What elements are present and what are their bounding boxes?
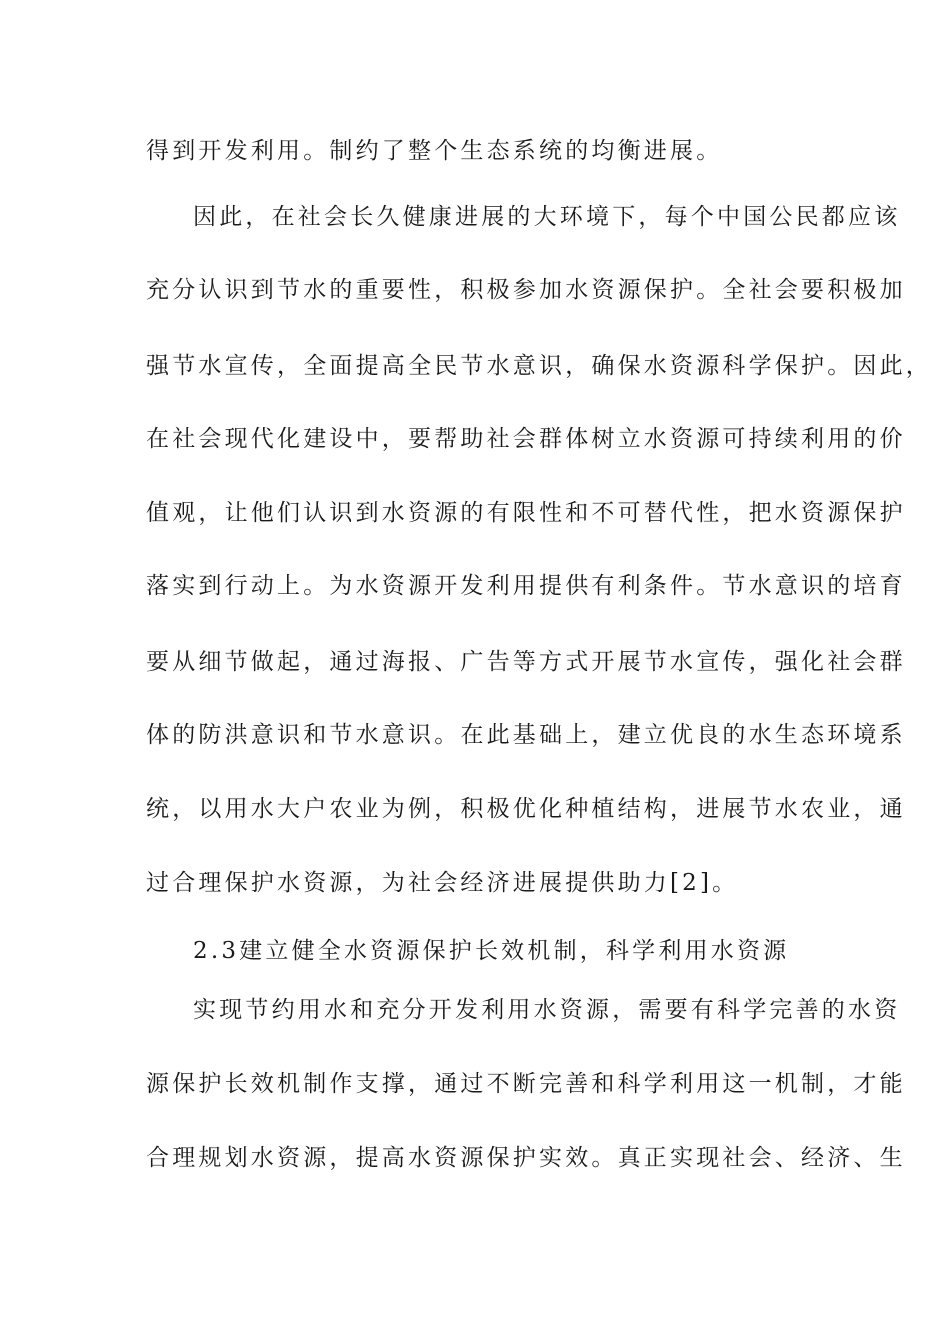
text-line: 充分认识到节水的重要性，积极参加水资源保护。全社会要积极加 [146, 277, 906, 303]
text-line: 值观，让他们认识到水资源的有限性和不可替代性，把水资源保护 [146, 500, 906, 526]
text-line: 要从细节做起，通过海报、广告等方式开展节水宣传，强化社会群 [146, 649, 906, 675]
text-line: 体的防洪意识和节水意识。在此基础上，建立优良的水生态环境系 [146, 722, 906, 748]
text-line: 在社会现代化建设中，要帮助社会群体树立水资源可持续利用的价 [146, 426, 906, 452]
text-line: 统，以用水大户农业为例，积极优化种植结构，进展节水农业，通 [146, 796, 906, 822]
section-heading: 2.3建立健全水资源保护长效机制，科学利用水资源 [193, 938, 790, 964]
text-line: 落实到行动上。为水资源开发利用提供有利条件。节水意识的培育 [146, 573, 906, 599]
text-line: 实现节约用水和充分开发利用水资源，需要有科学完善的水资 [193, 997, 901, 1023]
text-line: 得到开发利用。制约了整个生态系统的均衡进展。 [146, 138, 723, 164]
text-line: 源保护长效机制作支撑，通过不断完善和科学利用这一机制，才能 [146, 1071, 906, 1097]
text-line: 过合理保护水资源，为社会经济进展提供助力[2]。 [146, 870, 739, 896]
text-line: 合理规划水资源，提高水资源保护实效。真正实现社会、经济、生 [146, 1145, 906, 1171]
text-line: 因此，在社会长久健康进展的大环境下，每个中国公民都应该 [193, 204, 901, 230]
text-line: 强节水宣传，全面提高全民节水意识，确保水资源科学保护。因此， [146, 353, 932, 379]
